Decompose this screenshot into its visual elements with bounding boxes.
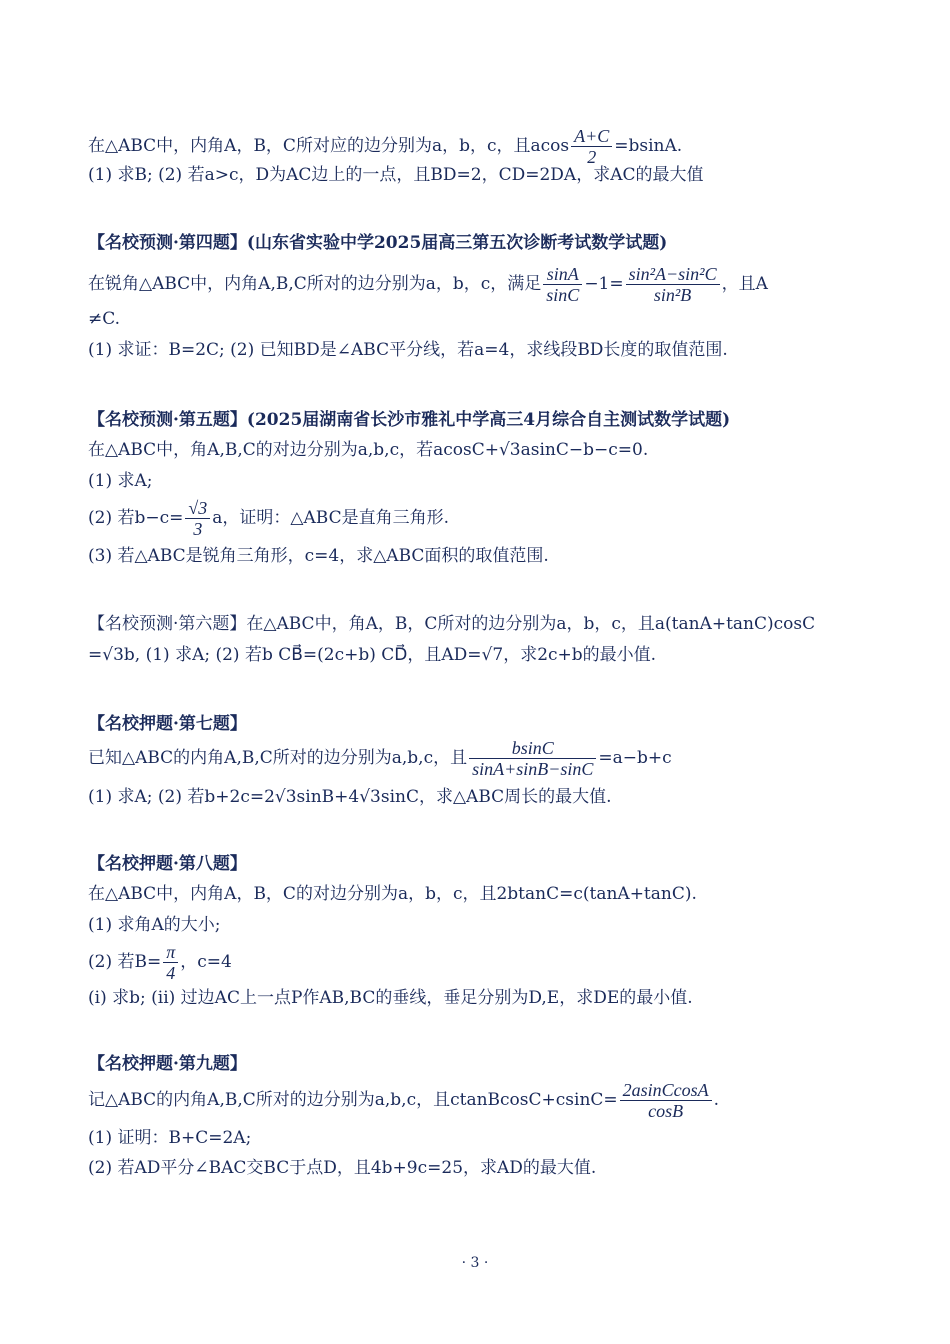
- problem-5-line-4: (3) 若△ABC是锐角三角形，c=4，求△ABC面积的取值范围.: [88, 546, 549, 566]
- problem-8-line-2: (1) 求角A的大小;: [88, 915, 221, 935]
- fraction: [543, 264, 582, 305]
- text: a，证明：△ABC是直角三角形.: [212, 508, 449, 528]
- fraction: [163, 942, 178, 983]
- problem-4-line-2: ≠C.: [88, 309, 121, 329]
- text: −1=: [584, 274, 624, 294]
- numerator: 2asinCcosA: [620, 1080, 712, 1101]
- problem-5-header: 【名校预测·第五题】(2025届湖南省长沙市雅礼中学高三4月综合自主测试数学试题): [88, 410, 731, 430]
- text: (2) 若b−c=: [88, 508, 184, 528]
- text: .: [713, 1090, 720, 1110]
- text: 记△ABC的内角A,B,C所对的边分别为a,b,c，且ctanBcosC+csinC=: [88, 1090, 618, 1110]
- denominator: cosB: [648, 1101, 684, 1121]
- numerator: √3: [185, 498, 210, 519]
- problem-8-line-3: [88, 942, 232, 983]
- denominator: sin²B: [653, 285, 692, 305]
- problem-3-line-1: [88, 126, 682, 167]
- numerator: π: [163, 942, 178, 963]
- problem-5-line-1: 在△ABC中，角A,B,C的对边分别为a,b,c，若acosC+√3asinC−b−c=0.: [88, 440, 649, 460]
- numerator: bsinC: [469, 738, 596, 759]
- problem-9-line-3: (2) 若AD平分∠BAC交BC于点D，且4b+9c=25，求AD的最大值.: [88, 1158, 597, 1178]
- text: 在锐角△ABC中，内角A,B,C所对的边分别为a，b，c，满足: [88, 274, 542, 294]
- numerator: A+C: [571, 126, 612, 147]
- problem-6-line-1: 【名校预测·第六题】在△ABC中，角A，B，C所对的边分别为a，b，c，且a(tanA+tanC)cosC: [88, 614, 816, 634]
- text: 在△ABC中，内角A，B，C所对应的边分别为a，b，c，且acos: [88, 136, 570, 156]
- problem-9-line-1: [88, 1080, 719, 1121]
- denominator: 3: [193, 519, 203, 539]
- problem-9-header: 【名校押题·第九题】: [88, 1054, 247, 1074]
- denominator: 2: [587, 147, 597, 167]
- fraction: [571, 126, 612, 167]
- page-number: · 3 ·: [461, 1255, 489, 1271]
- problem-4-header: 【名校预测·第四题】(山东省实验中学2025届高三第五次诊断考试数学试题): [88, 233, 668, 253]
- text: =bsinA.: [614, 136, 683, 156]
- problem-8-line-1: 在△ABC中，内角A，B，C的对边分别为a，b，c，且2btanC=c(tanA+tanC).: [88, 884, 697, 904]
- problem-7-header: 【名校押题·第七题】: [88, 714, 247, 734]
- fraction: [469, 738, 596, 779]
- text: (2) 若B=: [88, 952, 162, 972]
- problem-6-line-2: =√3b, (1) 求A; (2) 若b CB⃗=(2c+b) CD⃗，且AD=√7，求2c+b的最小值.: [88, 645, 657, 665]
- text: =a−b+c: [598, 748, 672, 768]
- text: ，c=4: [180, 952, 232, 972]
- problem-8-header: 【名校押题·第八题】: [88, 854, 247, 874]
- problem-8-line-4: (i) 求b; (ii) 过边AC上一点P作AB,BC的垂线，垂足分别为D,E，求DE的最小值.: [88, 988, 693, 1008]
- fraction: [620, 1080, 712, 1121]
- problem-4-line-3: (1) 求证：B=2C; (2) 已知BD是∠ABC平分线，若a=4，求线段BD长度的取值范围.: [88, 340, 728, 360]
- text: ，且A: [721, 274, 768, 294]
- text: 已知△ABC的内角A,B,C所对的边分别为a,b,c，且: [88, 748, 468, 768]
- problem-5-line-3: [88, 498, 449, 539]
- problem-3-line-2: (1) 求B; (2) 若a>c，D为AC边上的一点，且BD=2，CD=2DA，求AC的最大值: [88, 165, 704, 185]
- problem-5-line-2: (1) 求A;: [88, 471, 153, 491]
- problem-7-line-1: [88, 738, 672, 779]
- denominator: 4: [166, 963, 176, 983]
- denominator: sinC: [546, 285, 580, 305]
- numerator: sin²A−sin²C: [626, 264, 720, 285]
- problem-4-line-1: [88, 264, 768, 305]
- fraction: [626, 264, 720, 305]
- numerator: sinA: [543, 264, 582, 285]
- problem-7-line-2: (1) 求A; (2) 若b+2c=2√3sinB+4√3sinC，求△ABC周长的最大值.: [88, 787, 612, 807]
- problem-9-line-2: (1) 证明：B+C=2A;: [88, 1128, 252, 1148]
- denominator: sinA+sinB−sinC: [472, 759, 594, 779]
- fraction: [185, 498, 210, 539]
